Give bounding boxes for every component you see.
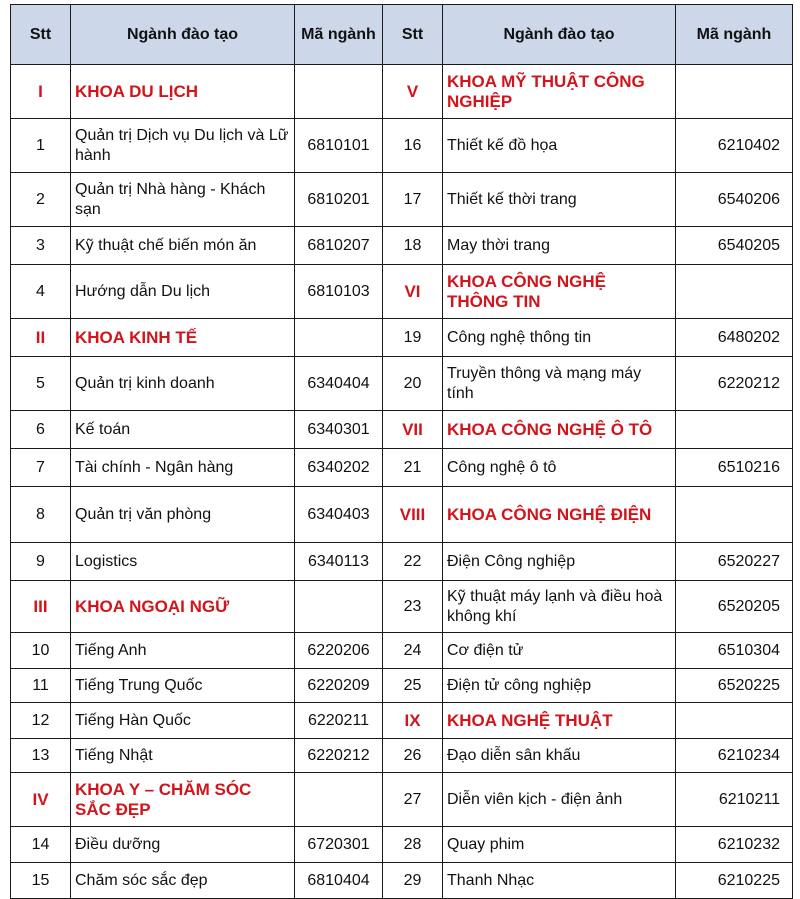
program-code-cell-left: 6340403 xyxy=(295,487,383,543)
program-code-cell-left: 6720301 xyxy=(295,827,383,863)
section-program-name-cell-left: KHOA NGOẠI NGỮ xyxy=(71,581,295,633)
program-name-cell-left: Tiếng Anh xyxy=(71,633,295,669)
table-row xyxy=(11,581,793,633)
program-name-cell-right: Điện Công nghiệp xyxy=(443,543,676,581)
section-stt-cell-left: I xyxy=(11,65,71,119)
section-stt-cell-right: VIII xyxy=(383,487,443,543)
stt-cell-left: 4 xyxy=(11,265,71,319)
table-row xyxy=(11,827,793,863)
program-code-cell-left: 6810201 xyxy=(295,173,383,227)
program-name-cell-left: Kế toán xyxy=(71,411,295,449)
section-program-name-cell-right: KHOA CÔNG NGHỆ THÔNG TIN xyxy=(443,265,676,319)
table-row xyxy=(11,773,793,827)
stt-cell-left: 5 xyxy=(11,357,71,411)
program-code-cell-left: 6220206 xyxy=(295,633,383,669)
program-code-cell-right: 6210232 xyxy=(676,827,793,863)
stt-cell-right: 19 xyxy=(383,319,443,357)
program-name-cell-right: Đạo diễn sân khấu xyxy=(443,739,676,773)
stt-cell-left: 13 xyxy=(11,739,71,773)
section-program-name-cell-left: KHOA KINH TẾ xyxy=(71,319,295,357)
stt-cell-right: 24 xyxy=(383,633,443,669)
program-name-cell-right: Công nghệ thông tin xyxy=(443,319,676,357)
program-code-cell-left xyxy=(295,773,383,827)
table-row xyxy=(11,265,793,319)
header-code-right: Mã ngành xyxy=(676,5,793,65)
programs-table xyxy=(10,4,793,899)
stt-cell-left: 9 xyxy=(11,543,71,581)
stt-cell-right: 29 xyxy=(383,863,443,899)
program-code-cell-right: 6210211 xyxy=(676,773,793,827)
program-code-cell-left: 6340301 xyxy=(295,411,383,449)
stt-cell-right: 23 xyxy=(383,581,443,633)
program-code-cell-right xyxy=(676,265,793,319)
table-row xyxy=(11,863,793,899)
stt-cell-left: 10 xyxy=(11,633,71,669)
program-code-cell-right: 6540206 xyxy=(676,173,793,227)
table-row xyxy=(11,357,793,411)
stt-cell-right: 17 xyxy=(383,173,443,227)
program-name-cell-right: Kỹ thuật máy lạnh và điều hoà không khí xyxy=(443,581,676,633)
program-code-cell-right: 6220212 xyxy=(676,357,793,411)
stt-cell-left: 2 xyxy=(11,173,71,227)
program-name-cell-right: Công nghệ ô tô xyxy=(443,449,676,487)
program-name-cell-right: Thanh Nhạc xyxy=(443,863,676,899)
section-stt-cell-left: IV xyxy=(11,773,71,827)
header-program-right: Ngành đào tạo xyxy=(443,5,676,65)
section-program-name-cell-right: KHOA MỸ THUẬT CÔNG NGHIỆP xyxy=(443,65,676,119)
section-program-name-cell-left: KHOA DU LỊCH xyxy=(71,65,295,119)
table-row xyxy=(11,669,793,703)
program-code-cell-right: 6210402 xyxy=(676,119,793,173)
program-code-cell-right: 6540205 xyxy=(676,227,793,265)
program-name-cell-left: Tài chính - Ngân hàng xyxy=(71,449,295,487)
program-code-cell-right xyxy=(676,487,793,543)
table-row xyxy=(11,119,793,173)
table-row xyxy=(11,319,793,357)
table-row xyxy=(11,543,793,581)
program-name-cell-right: Điện tử công nghiệp xyxy=(443,669,676,703)
stt-cell-left: 14 xyxy=(11,827,71,863)
section-program-name-cell-left: KHOA Y – CHĂM SÓC SẮC ĐẸP xyxy=(71,773,295,827)
program-code-cell-left: 6340202 xyxy=(295,449,383,487)
stt-cell-left: 8 xyxy=(11,487,71,543)
program-name-cell-right: Thiết kế đồ họa xyxy=(443,119,676,173)
header-stt-left: Stt xyxy=(11,5,71,65)
stt-cell-right: 16 xyxy=(383,119,443,173)
stt-cell-right: 22 xyxy=(383,543,443,581)
stt-cell-right: 26 xyxy=(383,739,443,773)
stt-cell-right: 20 xyxy=(383,357,443,411)
table-row xyxy=(11,227,793,265)
program-code-cell-left xyxy=(295,581,383,633)
stt-cell-right: 28 xyxy=(383,827,443,863)
program-name-cell-left: Quản trị kinh doanh xyxy=(71,357,295,411)
stt-cell-left: 3 xyxy=(11,227,71,265)
program-code-cell-left: 6220209 xyxy=(295,669,383,703)
program-code-cell-left xyxy=(295,319,383,357)
program-name-cell-right: Quay phim xyxy=(443,827,676,863)
header-stt-right: Stt xyxy=(383,5,443,65)
program-name-cell-left: Chăm sóc sắc đẹp xyxy=(71,863,295,899)
table-row xyxy=(11,739,793,773)
stt-cell-left: 11 xyxy=(11,669,71,703)
program-code-cell-right: 6510216 xyxy=(676,449,793,487)
program-name-cell-left: Hướng dẫn Du lịch xyxy=(71,265,295,319)
program-code-cell-right: 6520227 xyxy=(676,543,793,581)
stt-cell-left: 7 xyxy=(11,449,71,487)
header-row xyxy=(11,5,793,65)
header-program-left: Ngành đào tạo xyxy=(71,5,295,65)
header-code-left: Mã ngành xyxy=(295,5,383,65)
stt-cell-right: 25 xyxy=(383,669,443,703)
program-code-cell-right xyxy=(676,411,793,449)
program-name-cell-right: Cơ điện tử xyxy=(443,633,676,669)
program-code-cell-left: 6810103 xyxy=(295,265,383,319)
program-name-cell-right: Diễn viên kịch - điện ảnh xyxy=(443,773,676,827)
program-code-cell-right: 6520205 xyxy=(676,581,793,633)
program-name-cell-left: Điều dưỡng xyxy=(71,827,295,863)
program-name-cell-right: Thiết kế thời trang xyxy=(443,173,676,227)
program-code-cell-left: 6810207 xyxy=(295,227,383,265)
program-code-cell-right: 6510304 xyxy=(676,633,793,669)
program-code-cell-left: 6220212 xyxy=(295,739,383,773)
program-name-cell-left: Quản trị Dịch vụ Du lịch và Lữ hành xyxy=(71,119,295,173)
section-stt-cell-left: II xyxy=(11,319,71,357)
program-code-cell-right: 6520225 xyxy=(676,669,793,703)
section-program-name-cell-right: KHOA NGHỆ THUẬT xyxy=(443,703,676,739)
section-program-name-cell-right: KHOA CÔNG NGHỆ Ô TÔ xyxy=(443,411,676,449)
stt-cell-left: 15 xyxy=(11,863,71,899)
program-code-cell-right xyxy=(676,65,793,119)
section-stt-cell-left: III xyxy=(11,581,71,633)
stt-cell-left: 12 xyxy=(11,703,71,739)
program-name-cell-right: Truyền thông và mạng máy tính xyxy=(443,357,676,411)
program-name-cell-left: Tiếng Trung Quốc xyxy=(71,669,295,703)
program-name-cell-right: May thời trang xyxy=(443,227,676,265)
section-stt-cell-right: V xyxy=(383,65,443,119)
table-row xyxy=(11,487,793,543)
table-row xyxy=(11,633,793,669)
program-code-cell-right xyxy=(676,703,793,739)
program-code-cell-left: 6220211 xyxy=(295,703,383,739)
program-name-cell-left: Kỹ thuật chế biến món ăn xyxy=(71,227,295,265)
program-code-cell-left: 6340404 xyxy=(295,357,383,411)
program-name-cell-left: Quản trị Nhà hàng - Khách sạn xyxy=(71,173,295,227)
program-code-cell-right: 6480202 xyxy=(676,319,793,357)
table-row xyxy=(11,65,793,119)
program-name-cell-left: Tiếng Nhật xyxy=(71,739,295,773)
table-body xyxy=(11,65,793,899)
program-code-cell-left: 6810101 xyxy=(295,119,383,173)
program-name-cell-left: Logistics xyxy=(71,543,295,581)
program-name-cell-left: Tiếng Hàn Quốc xyxy=(71,703,295,739)
section-stt-cell-right: IX xyxy=(383,703,443,739)
table-row xyxy=(11,703,793,739)
stt-cell-left: 6 xyxy=(11,411,71,449)
table-row xyxy=(11,173,793,227)
stt-cell-right: 27 xyxy=(383,773,443,827)
program-code-cell-left: 6810404 xyxy=(295,863,383,899)
table-row xyxy=(11,411,793,449)
program-code-cell-right: 6210225 xyxy=(676,863,793,899)
stt-cell-right: 21 xyxy=(383,449,443,487)
program-code-cell-left: 6340113 xyxy=(295,543,383,581)
program-name-cell-left: Quản trị văn phòng xyxy=(71,487,295,543)
stt-cell-left: 1 xyxy=(11,119,71,173)
program-code-cell-right: 6210234 xyxy=(676,739,793,773)
table-row xyxy=(11,449,793,487)
program-code-cell-left xyxy=(295,65,383,119)
section-program-name-cell-right: KHOA CÔNG NGHỆ ĐIỆN xyxy=(443,487,676,543)
stt-cell-right: 18 xyxy=(383,227,443,265)
section-stt-cell-right: VI xyxy=(383,265,443,319)
section-stt-cell-right: VII xyxy=(383,411,443,449)
